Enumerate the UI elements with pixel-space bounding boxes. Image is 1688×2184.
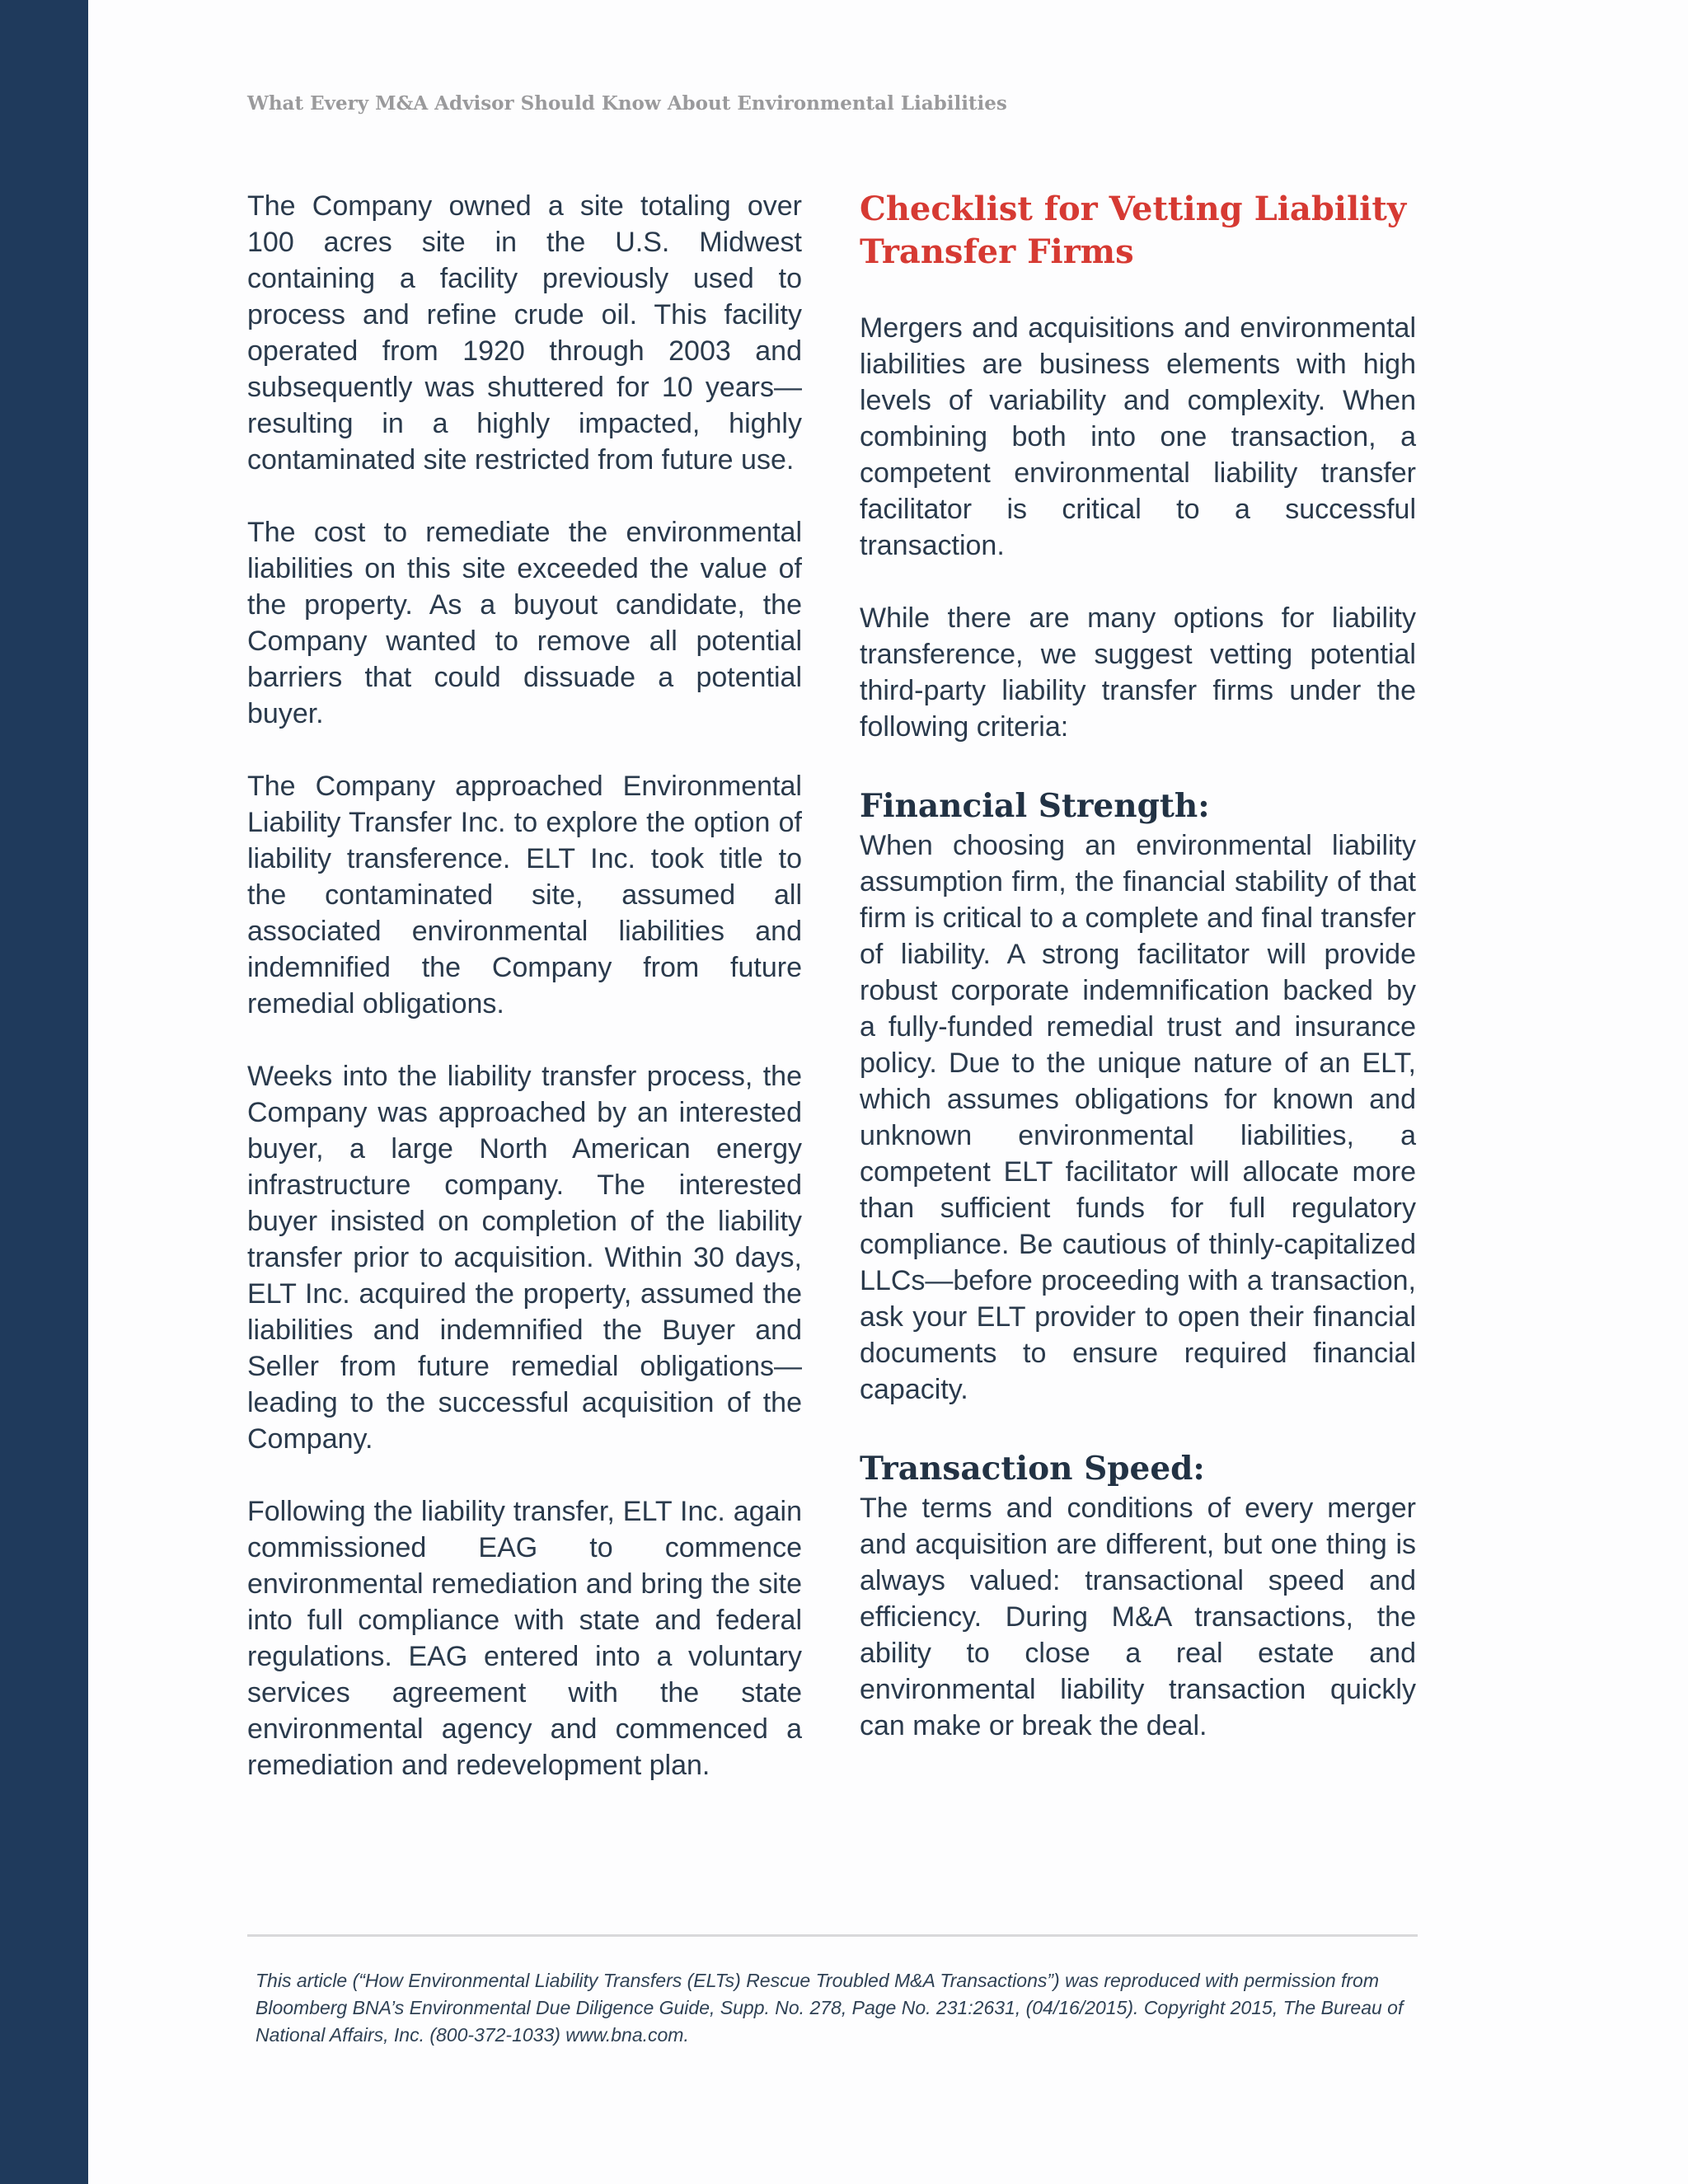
case-paragraph-3: The Company approached Environmental Liability Transfer Inc. to explore the option of liability transference. ELT Inc. took title to the contaminated site, assumed all associated environmental liabilities and indemnified the Company from future remedial obligations.: [247, 771, 802, 1019]
footer-divider: [247, 1934, 1418, 1937]
case-paragraph-2: The cost to remediate the environmental liabilities on this site exceeded the value of the property. As a buyout candidate, the Company wanted to remove all potential barriers that could dissuade a potential buyer.: [247, 517, 802, 729]
running-header: What Every M&A Advisor Should Know About Environmental Liabilities: [247, 92, 1007, 115]
transaction-speed-heading: Transaction Speed:: [860, 1450, 1205, 1488]
checklist-title: Checklist for Vetting Liability Transfer Firms: [860, 190, 1407, 271]
side-color-band: [0, 0, 88, 2184]
case-paragraph-1: The Company owned a site totaling over 100 acres site in the U.S. Midwest containing a facility previously used to process and refine crude oil. This facility operated from 1920 through 2003 and subsequently was shuttered for 10 years—resulting in a highly impacted, highly contaminated site restricted from future use.: [247, 190, 802, 476]
left-column: [247, 188, 802, 1820]
case-paragraph-5: Following the liability transfer, ELT Inc. again commissioned EAG to commence environmental remediation and bring the site into full compliance with state and federal regulations. EAG entered into a voluntary services agreement with the state environmental agency and commenced a remediation and redevelopment plan.: [247, 1496, 802, 1781]
reprint-footnote: This article (“How Environmental Liability Transfers (ELTs) Rescue Troubled M&A Transactions”) was reproduced with permission from Bloomberg BNA’s Environmental Due Diligence Guide, Supp. No. 278, Page No. 231:2631, (04/16/2015). Copyright 2015, The Bureau of National Affairs, Inc. (800-372-1033) www.bna.com.: [256, 1970, 1404, 2046]
financial-strength-heading: Financial Strength:: [860, 787, 1210, 825]
intro-paragraph-1: Mergers and acquisitions and environmental liabilities are business elements with high levels of variability and complexity. When combining both into one transaction, a competent environmental liability transfer facilitator is critical to a successful transaction.: [860, 312, 1416, 561]
right-column: [860, 188, 1416, 1744]
financial-strength-body: When choosing an environmental liability assumption firm, the financial stability of that firm is critical to a complete and final transfer of liability. A strong facilitator will provide robust corporate indemnification backed by a fully-funded remedial trust and insurance policy. Due to the unique nature of an ELT, which assumes obligations for known and unknown environmental liabilities, a competent ELT facilitator will allocate more than sufficient funds for full regulatory compliance. Be cautious of thinly-capitalized LLCs—before proceeding with a transaction, ask your ELT provider to open their financial documents to ensure required financial capacity.: [860, 830, 1416, 1405]
transaction-speed-body: The terms and conditions of every merger and acquisition are different, but one thing is always valued: transactional speed and efficiency. During M&A transactions, the ability to close a real estate and environmental liability transaction quickly can make or break the deal.: [860, 1493, 1416, 1741]
case-paragraph-4: Weeks into the liability transfer process, the Company was approached by an interested buyer, a large North American energy infrastructure company. The interested buyer insisted on completion of the liability transfer prior to acquisition. Within 30 days, ELT Inc. acquired the property, assumed the liabilities and indemnified the Buyer and Seller from future remedial obligations—leading to the successful acquisition of the Company.: [247, 1061, 802, 1455]
intro-paragraph-2: While there are many options for liability transference, we suggest vetting potential third-party liability transfer firms under the following criteria:: [860, 602, 1416, 743]
